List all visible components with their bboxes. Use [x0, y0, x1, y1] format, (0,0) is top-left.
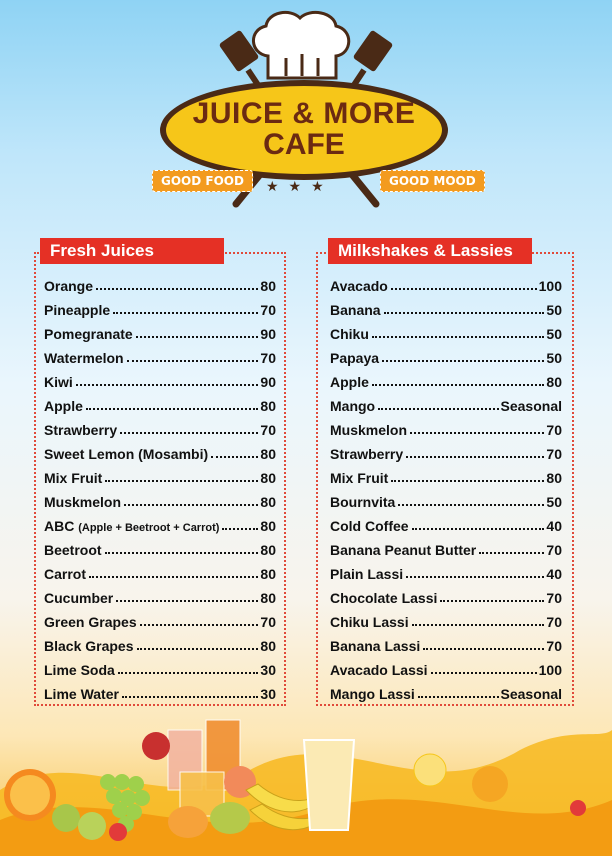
dot-leader — [76, 384, 259, 386]
dot-leader — [136, 336, 259, 338]
item-name — [44, 638, 134, 654]
orange-slice-inner — [10, 775, 50, 815]
dot-leader — [211, 456, 258, 458]
milkshake-menu-item — [330, 342, 562, 366]
item-name — [330, 542, 476, 558]
item-name — [44, 302, 110, 318]
tag-good-mood: GOOD MOOD — [380, 170, 485, 192]
dot-leader — [116, 600, 258, 602]
item-name — [330, 662, 428, 678]
fresh-juices-header: Fresh Juices — [40, 238, 224, 264]
item-name-text: Papaya — [330, 350, 380, 366]
dot-leader — [378, 408, 498, 410]
item-price: 40 — [546, 566, 562, 582]
tag-good-food: GOOD FOOD — [152, 170, 253, 192]
item-price: 80 — [260, 590, 276, 606]
juice-menu-item — [44, 438, 276, 462]
dot-leader — [372, 384, 545, 386]
juice-menu-item — [44, 582, 276, 606]
item-price: 70 — [546, 614, 562, 630]
item-name — [330, 518, 409, 534]
juice-menu-item — [44, 534, 276, 558]
cafe-logo — [0, 0, 612, 220]
brand-name-line2: CAFE — [263, 128, 345, 161]
item-name — [330, 590, 437, 606]
dot-leader — [384, 312, 545, 314]
item-name-text: Avacado Lassi — [330, 662, 428, 678]
juice-menu-item — [44, 270, 276, 294]
milkshake-menu-item — [330, 534, 562, 558]
kiwi-icon — [78, 812, 106, 840]
fruits-decoration — [0, 700, 612, 856]
strawberry-icon — [109, 823, 127, 841]
item-name — [44, 326, 133, 342]
milkshake-menu-item — [330, 606, 562, 630]
item-name-text: Chiku Lassi — [330, 614, 409, 630]
item-name — [44, 614, 137, 630]
item-name-text: Watermelon — [44, 350, 124, 366]
item-name-text: Orange — [44, 278, 94, 294]
item-name — [44, 422, 117, 438]
juice-menu-item — [44, 294, 276, 318]
item-name — [330, 374, 369, 390]
dot-leader — [120, 432, 258, 434]
juice-menu-item — [44, 318, 276, 342]
item-price: 70 — [546, 590, 562, 606]
dot-leader — [479, 552, 544, 554]
item-price: 80 — [260, 494, 276, 510]
item-price: 80 — [260, 542, 276, 558]
milkshake-menu-item — [330, 366, 562, 390]
dot-leader — [440, 600, 544, 602]
dot-leader — [412, 624, 545, 626]
item-price: 30 — [260, 662, 276, 678]
item-price: Seasonal — [500, 686, 562, 702]
brand-name-line1: JUICE & MORE — [192, 97, 416, 130]
item-price: 100 — [538, 662, 562, 678]
juice-menu-item — [44, 366, 276, 390]
item-name-text: Banana — [330, 302, 381, 318]
orange-icon — [168, 806, 208, 838]
item-price: 50 — [546, 302, 562, 318]
item-name-text: Green Grapes — [44, 614, 137, 630]
item-price: 70 — [260, 350, 276, 366]
item-name — [330, 350, 379, 366]
spatula-head-right — [353, 30, 394, 73]
dot-leader — [382, 360, 544, 362]
item-name-text: Avacado — [330, 278, 388, 294]
item-name — [44, 566, 86, 582]
item-name — [44, 446, 208, 462]
milkshake-menu-item — [330, 630, 562, 654]
item-price: 80 — [546, 374, 562, 390]
item-price: 70 — [546, 446, 562, 462]
rating-stars: ★★★ — [266, 178, 334, 194]
item-name-text: ABC — [44, 518, 75, 534]
item-name — [44, 470, 102, 486]
item-name-text: Kiwi — [44, 374, 73, 390]
juice-menu-item — [44, 390, 276, 414]
dot-leader — [410, 432, 544, 434]
item-name — [330, 398, 375, 414]
item-price: 80 — [260, 518, 276, 534]
item-name-text: Chiku — [330, 326, 369, 342]
item-name-text: Muskmelon — [330, 422, 408, 438]
item-name — [330, 278, 388, 294]
milkshake-menu-item — [330, 678, 562, 702]
item-price: 70 — [260, 302, 276, 318]
milkshake-menu-item — [330, 654, 562, 678]
item-name-text: Apple — [330, 374, 369, 390]
milkshake-menu-item — [330, 270, 562, 294]
fresh-juices-list — [44, 270, 276, 702]
dot-leader — [137, 648, 259, 650]
item-name — [44, 590, 113, 606]
dot-leader — [118, 672, 259, 674]
milkshake-menu-item — [330, 462, 562, 486]
dot-leader — [222, 528, 258, 530]
item-price: 100 — [538, 278, 562, 294]
item-name — [44, 542, 102, 558]
milkshakes-list — [330, 270, 562, 702]
item-price: 80 — [260, 470, 276, 486]
milkshake-menu-item — [330, 390, 562, 414]
item-price: 80 — [260, 446, 276, 462]
item-price: 80 — [260, 638, 276, 654]
dot-leader — [398, 504, 544, 506]
dot-leader — [127, 360, 259, 362]
pear-icon — [210, 802, 250, 834]
milkshake-menu-item — [330, 438, 562, 462]
item-price: 80 — [260, 278, 276, 294]
milkshake-menu-item — [330, 414, 562, 438]
item-name — [44, 278, 93, 294]
item-name — [330, 638, 420, 654]
item-name-text: Banana Peanut Butter — [330, 542, 477, 558]
item-name-text: Muskmelon — [44, 494, 122, 510]
item-name-text: Plain Lassi — [330, 566, 404, 582]
item-name — [330, 422, 407, 438]
item-name — [330, 326, 369, 342]
item-price: 70 — [260, 614, 276, 630]
item-name — [44, 494, 121, 510]
dot-leader — [140, 624, 259, 626]
item-name-text: Carrot — [44, 566, 87, 582]
item-name-text: Mango Lassi — [330, 686, 415, 702]
item-price: 50 — [546, 326, 562, 342]
item-price: 90 — [260, 326, 276, 342]
juice-menu-item — [44, 414, 276, 438]
item-price: 50 — [546, 350, 562, 366]
dot-leader — [431, 672, 537, 674]
strawberry-icon — [570, 800, 586, 816]
item-name-text: Strawberry — [44, 422, 118, 438]
item-name-text: Bournvita — [330, 494, 396, 510]
item-price: 70 — [546, 542, 562, 558]
milkshake-glass-icon — [304, 740, 354, 830]
item-name-text: Pineapple — [44, 302, 111, 318]
dot-leader — [89, 576, 258, 578]
dot-leader — [86, 408, 259, 410]
juice-menu-item — [44, 486, 276, 510]
item-name-text: Lime Water — [44, 686, 119, 702]
item-price: Seasonal — [500, 398, 562, 414]
item-name-text: Sweet Lemon (Mosambi) — [44, 446, 209, 462]
item-price: 80 — [260, 398, 276, 414]
item-name — [330, 566, 403, 582]
dot-leader — [423, 648, 544, 650]
dot-leader — [391, 480, 544, 482]
juice-menu-item — [44, 558, 276, 582]
dot-leader — [406, 456, 544, 458]
dot-leader — [372, 336, 545, 338]
dot-leader — [412, 528, 545, 530]
item-name — [44, 518, 219, 534]
item-name-text: Cucumber — [44, 590, 114, 606]
juice-menu-item — [44, 678, 276, 702]
milkshake-menu-item — [330, 318, 562, 342]
item-name-text: Mix Fruit — [44, 470, 103, 486]
dot-leader — [391, 288, 537, 290]
item-name — [330, 614, 409, 630]
milkshake-menu-item — [330, 486, 562, 510]
juice-menu-item — [44, 630, 276, 654]
item-name-text: Apple — [44, 398, 83, 414]
item-name-text: Cold Coffee — [330, 518, 409, 534]
milkshake-menu-item — [330, 294, 562, 318]
item-name — [44, 374, 73, 390]
item-name — [44, 398, 83, 414]
item-name-text: Banana Lassi — [330, 638, 421, 654]
dot-leader — [105, 480, 258, 482]
milkshake-menu-item — [330, 558, 562, 582]
lemon-slice-icon — [414, 754, 446, 786]
item-name — [44, 350, 124, 366]
apple-icon — [142, 732, 170, 760]
logo-oval — [160, 80, 448, 180]
item-price: 90 — [260, 374, 276, 390]
item-name-text: Black Grapes — [44, 638, 134, 654]
chef-hat-icon — [253, 12, 348, 78]
item-name-text: Pomegranate — [44, 326, 133, 342]
dot-leader — [406, 576, 544, 578]
dot-leader — [124, 504, 258, 506]
item-name-text: Chocolate Lassi — [330, 590, 438, 606]
dot-leader — [122, 696, 258, 698]
item-name-text: Lime Soda — [44, 662, 115, 678]
milkshake-menu-item — [330, 582, 562, 606]
juice-menu-item — [44, 654, 276, 678]
item-name-text: Strawberry — [330, 446, 404, 462]
milkshakes-header: Milkshakes & Lassies — [328, 238, 532, 264]
juice-menu-item — [44, 342, 276, 366]
dot-leader — [113, 312, 258, 314]
item-name — [330, 470, 388, 486]
dot-leader — [418, 696, 499, 698]
item-price: 80 — [260, 566, 276, 582]
juice-menu-item — [44, 462, 276, 486]
orange-slice-icon — [472, 766, 508, 802]
juice-menu-item — [44, 606, 276, 630]
item-price: 50 — [546, 494, 562, 510]
item-name-text: Beetroot — [44, 542, 102, 558]
juice-menu-item — [44, 510, 276, 534]
dot-leader — [105, 552, 259, 554]
item-price: 40 — [546, 518, 562, 534]
item-detail: (Apple + Beetroot + Carrot) — [78, 522, 220, 534]
item-price: 70 — [546, 638, 562, 654]
item-price: 70 — [546, 422, 562, 438]
item-name — [330, 446, 403, 462]
item-price: 30 — [260, 686, 276, 702]
item-price: 80 — [546, 470, 562, 486]
item-name — [330, 302, 381, 318]
milkshake-menu-item — [330, 510, 562, 534]
dot-leader — [96, 288, 258, 290]
item-price: 70 — [260, 422, 276, 438]
item-name — [44, 662, 115, 678]
kiwi-icon — [52, 804, 80, 832]
item-name-text: Mango — [330, 398, 376, 414]
item-name-text: Mix Fruit — [330, 470, 389, 486]
item-name — [330, 494, 395, 510]
